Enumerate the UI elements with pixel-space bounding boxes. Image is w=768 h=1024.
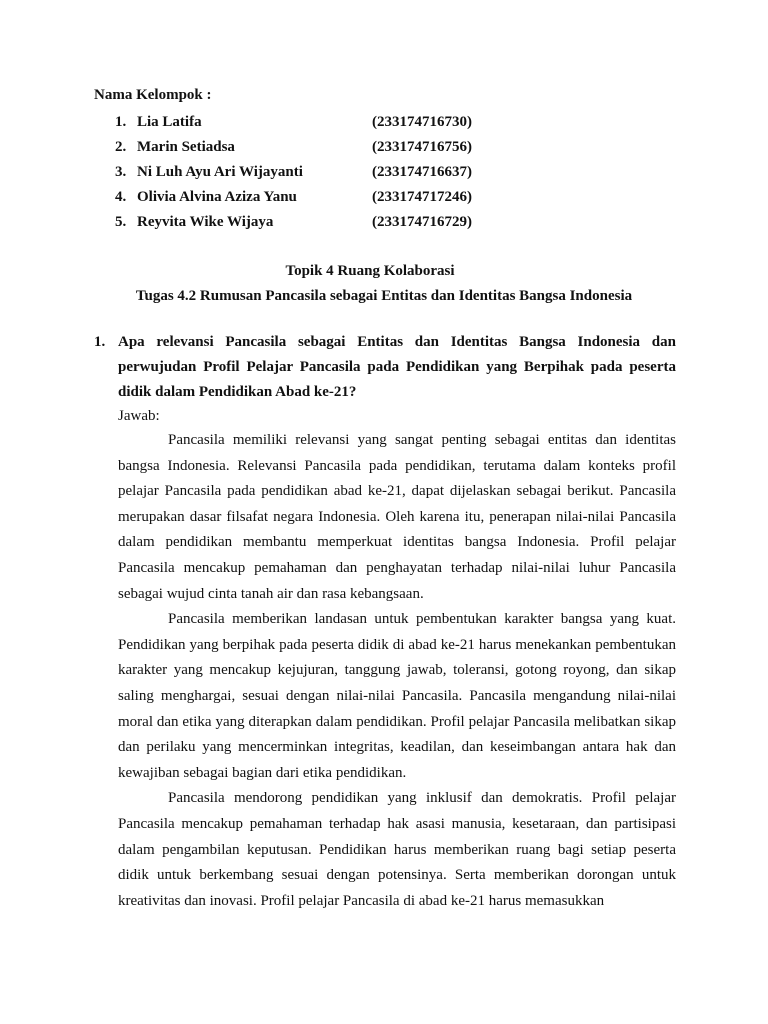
answer-body <box>118 428 676 914</box>
member-item <box>115 112 675 137</box>
member-list <box>115 112 675 237</box>
question-number: 1. <box>94 334 106 350</box>
answer-paragraph: Pancasila memiliki relevansi yang sangat penting sebagai entitas dan identitas bangsa Indonesia. Relevansi Pancasila pada pendidikan, terutama dalam konteks profil pelajar Pancasila pada pendidikan abad ke-21, dapat dijelaskan sebagai berikut. Pancasila merupakan dasar filsafat negara Indonesia. Oleh karena itu, penerapan nilai-nilai Pancasila dalam pendidikan membantu memperkuat identitas bangsa Indonesia. Profil pelajar Pancasila mencakup pemahaman dan penghayatan terhadap nilai-nilai luhur Pancasila sebagai wujud cinta tanah air dan rasa kebangsaan. <box>118 432 676 602</box>
member-item <box>115 162 675 187</box>
member-nim: (233174716637) <box>372 164 472 180</box>
member-nim: (233174716729) <box>372 214 472 230</box>
member-name: Lia Latifa <box>137 114 202 130</box>
member-number: 4. <box>115 189 127 205</box>
group-label: Nama Kelompok : <box>94 87 212 103</box>
member-name: Olivia Alvina Aziza Yanu <box>137 189 297 205</box>
member-number: 2. <box>115 139 127 155</box>
member-nim: (233174716730) <box>372 114 472 130</box>
answer-label: Jawab: <box>118 408 160 424</box>
member-nim: (233174716756) <box>372 139 472 155</box>
member-name: Ni Luh Ayu Ari Wijayanti <box>137 164 303 180</box>
member-item <box>115 212 675 237</box>
answer-paragraph: Pancasila memberikan landasan untuk pembentukan karakter bangsa yang kuat. Pendidikan yang berpihak pada peserta didik di abad ke-21 harus menekankan pembentukan karakter yang mencakup kejujuran, tanggung jawab, toleransi, gotong royong, dan sikap saling menghargai, sesuai dengan nilai-nilai Pancasila. Pancasila mengandung nilai-nilai moral dan etika yang diterapkan dalam pendidikan. Profil pelajar Pancasila melibatkan sikap dan perilaku yang mencerminkan integritas, keadilan, dan keseimbangan antara hak dan kewajiban sebagai bagian dari etika pendidikan. <box>118 611 676 781</box>
member-nim: (233174717246) <box>372 189 472 205</box>
question-text: Apa relevansi Pancasila sebagai Entitas dan Identitas Bangsa Indonesia dan perwujudan Profil Pelajar Pancasila pada Pendidikan yang Berpihak pada peserta didik dalam Pendidikan Abad ke-21? <box>118 334 676 400</box>
member-item <box>115 187 675 212</box>
member-name: Reyvita Wike Wijaya <box>137 214 274 230</box>
member-number: 3. <box>115 164 127 180</box>
task-heading: Tugas 4.2 Rumusan Pancasila sebagai Entitas dan Identitas Bangsa Indonesia <box>135 288 633 304</box>
answer-paragraph: Pancasila mendorong pendidikan yang inklusif dan demokratis. Profil pelajar Pancasila mencakup pemahaman terhadap hak asasi manusia, kesetaraan, dan partisipasi dalam pengambilan keputusan. Pendidikan harus memberikan ruang bagi setiap peserta didik untuk berkembang sesuai dengan potensinya. Serta memberikan dorongan untuk kreativitas dan inovasi. Profil pelajar Pancasila di abad ke-21 harus memasukkan <box>118 790 676 909</box>
member-number: 1. <box>115 114 127 130</box>
member-name: Marin Setiadsa <box>137 139 235 155</box>
member-number: 5. <box>115 214 127 230</box>
topic-heading: Topik 4 Ruang Kolaborasi <box>285 263 455 279</box>
question-item <box>94 330 676 405</box>
member-item <box>115 137 675 162</box>
